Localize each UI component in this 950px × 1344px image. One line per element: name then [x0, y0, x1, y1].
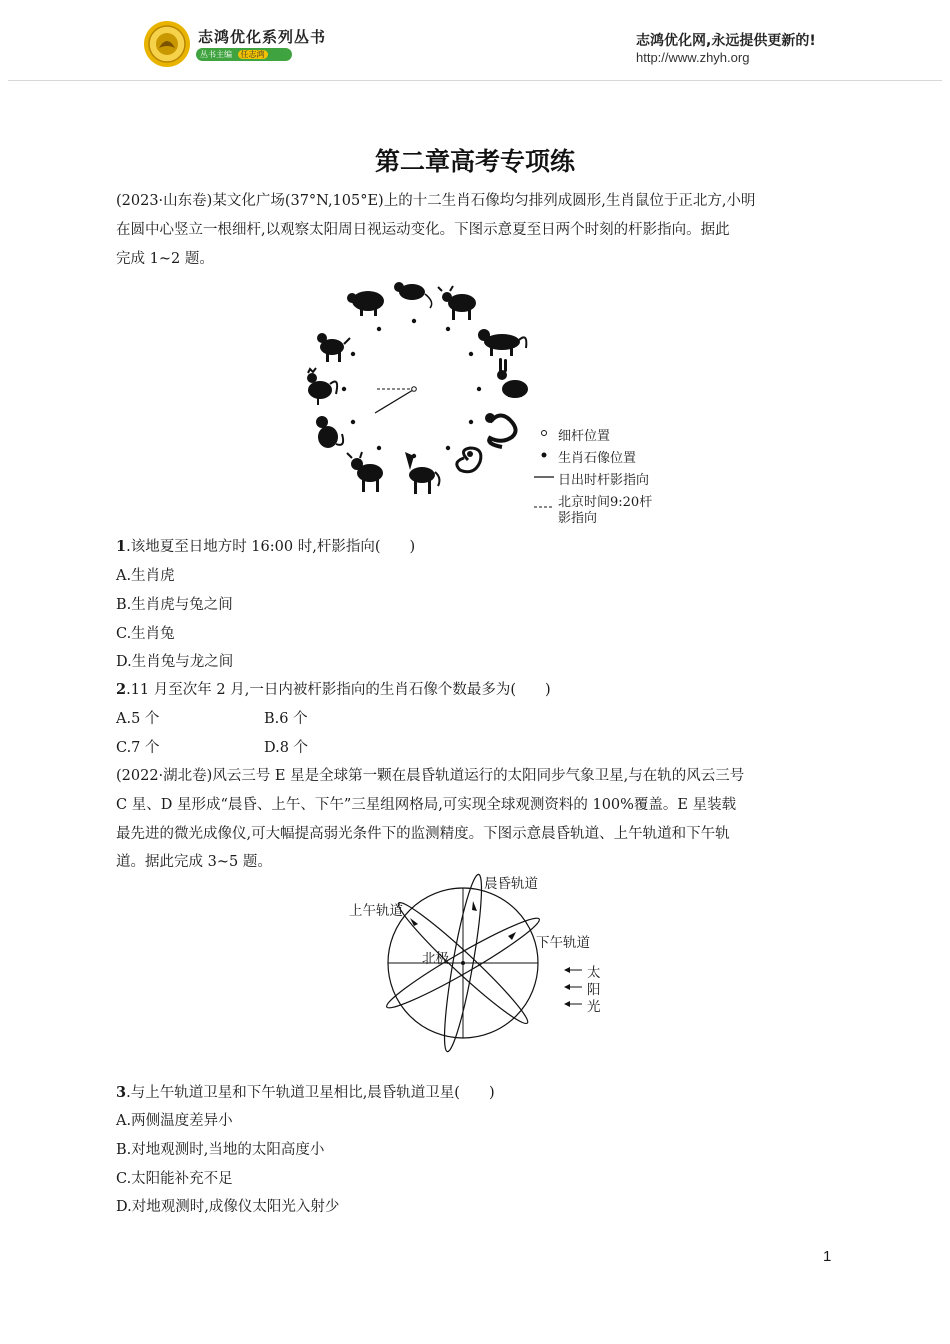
ox-icon — [438, 286, 476, 320]
statue-dot — [377, 446, 381, 450]
passage-2-line: 最先进的微光成像仪,可大幅提高弱光条件下的监测精度。下图示意晨昏轨道、上午轨道和下午轨 — [116, 826, 730, 842]
statue-dot — [477, 387, 481, 391]
snake-icon — [457, 448, 481, 472]
horse-icon — [405, 452, 439, 494]
legend-beijing-label-2: 影指向 — [558, 511, 598, 526]
passage-2-line: C 星、D 星形成“晨昏、上午、下午”三星组网格局,可实现全球观测资料的 100%覆盖。E 星装载 — [116, 797, 737, 813]
sunlight-label-char: 光 — [587, 999, 601, 1015]
legend-beijing-symbol — [534, 502, 556, 512]
statue-dot — [412, 319, 416, 323]
question-text: .该地夏至日地方时 16:00 时,杆影指向( ) — [126, 539, 416, 555]
passage-1-line: 完成 1~2 题。 — [116, 251, 214, 267]
legend-pole-symbol — [539, 428, 549, 438]
option-c[interactable]: C.7 个 — [116, 740, 160, 756]
morning-orbit-label: 上午轨道 — [349, 903, 403, 919]
monkey-icon — [316, 416, 343, 448]
sunlight-label-char: 阳 — [587, 982, 601, 998]
question-stem — [116, 535, 415, 556]
legend-pole-label: 细杆位置 — [558, 429, 611, 444]
statue-dot — [351, 352, 355, 356]
legend-statue-label: 生肖石像位置 — [558, 451, 637, 466]
question-text: .11 月至次年 2 月,一日内被杆影指向的生肖石像个数最多为( ) — [126, 682, 551, 698]
brand-logo — [143, 20, 191, 68]
north-pole-dot — [461, 961, 465, 965]
pig-icon — [347, 291, 384, 316]
option-a[interactable]: A.两侧温度差异小 — [116, 1113, 233, 1129]
option-c[interactable]: C.太阳能补充不足 — [116, 1171, 233, 1187]
tiger-icon — [478, 329, 526, 356]
passage-1-line: 在圆中心竖立一根细杆,以观察太阳周日视运动变化。下图示意夏至日两个时刻的杆影指向。据此 — [116, 222, 730, 238]
passage-2-line: 道。据此完成 3~5 题。 — [116, 854, 272, 870]
sunlight-arrow-icon — [564, 999, 584, 1009]
afternoon-orbit-label: 下午轨道 — [536, 935, 590, 951]
orbit-arrow — [472, 901, 477, 911]
question-text: .与上午轨道卫星和下午轨道卫星相比,晨昏轨道卫星( ) — [126, 1085, 495, 1101]
brand-editor-label: 丛书主编 — [200, 50, 232, 59]
option-d[interactable]: D.生肖兔与龙之间 — [116, 654, 234, 670]
option-a[interactable]: A.生肖虎 — [116, 568, 175, 584]
legend-statue-symbol — [539, 450, 549, 460]
option-c[interactable]: C.生肖兔 — [116, 626, 175, 642]
question-number: 1 — [116, 538, 127, 555]
question-number: 3 — [116, 1084, 127, 1101]
statue-dot — [446, 327, 450, 331]
rat-icon — [394, 282, 432, 308]
legend-sunrise-label: 日出时杆影指向 — [558, 473, 650, 488]
page-title: 第二章高考专项练 — [374, 147, 575, 176]
legend-sunrise-symbol — [534, 472, 556, 482]
option-b[interactable]: B.6 个 — [264, 711, 308, 727]
zodiac-diagram — [290, 272, 550, 502]
rabbit-icon — [497, 358, 528, 398]
brand-title: 志鸿优化系列丛书 — [198, 28, 327, 46]
dog-icon — [317, 333, 350, 362]
statue-dot — [342, 387, 346, 391]
beijing-shadow-line — [375, 390, 413, 413]
option-b[interactable]: B.生肖虎与兔之间 — [116, 597, 233, 613]
statue-dot — [446, 446, 450, 450]
option-b[interactable]: B.对地观测时,当地的太阳高度小 — [116, 1142, 325, 1158]
sunlight-label-char: 太 — [587, 965, 601, 981]
dawn-dusk-orbit-label: 晨昏轨道 — [484, 876, 538, 892]
dragon-icon — [485, 413, 516, 447]
goat-icon — [347, 452, 383, 492]
passage-2-line: (2022·湖北卷)风云三号 E 星是全球第一颗在晨昏轨道运行的太阳同步气象卫星,与在轨的风云三号 — [116, 768, 745, 784]
statue-dot — [469, 420, 473, 424]
option-a[interactable]: A.5 个 — [116, 711, 160, 727]
brand-editor-name: 任志鸿 — [238, 50, 268, 59]
header-divider — [8, 80, 942, 81]
sunlight-arrow-icon — [564, 965, 584, 975]
question-number: 2 — [116, 681, 127, 698]
north-pole-label: 北极 — [422, 951, 449, 967]
orbit-arrow — [508, 932, 516, 940]
option-d[interactable]: D.8 个 — [264, 740, 309, 756]
rooster-icon — [307, 368, 337, 405]
site-url[interactable]: http://www.zhyh.org — [636, 50, 750, 65]
pole-marker — [412, 387, 417, 392]
legend-beijing-label-1: 北京时间9:20杆 — [558, 495, 653, 510]
question-stem — [116, 678, 551, 699]
passage-1-line: (2023·山东卷)某文化广场(37°N,105°E)上的十二生肖石像均匀排列成圆形,生肖鼠位于正北方,小明 — [116, 193, 756, 209]
page-number: 1 — [823, 1248, 832, 1265]
option-d[interactable]: D.对地观测时,成像仪太阳光入射少 — [116, 1199, 340, 1215]
slogan: 志鸿优化网,永远提供更新的! — [636, 33, 816, 49]
statue-dot — [469, 352, 473, 356]
statue-dot — [377, 327, 381, 331]
statue-dot — [351, 420, 355, 424]
brand-editor — [196, 48, 292, 61]
sunlight-arrow-icon — [564, 982, 584, 992]
question-stem — [116, 1081, 495, 1102]
